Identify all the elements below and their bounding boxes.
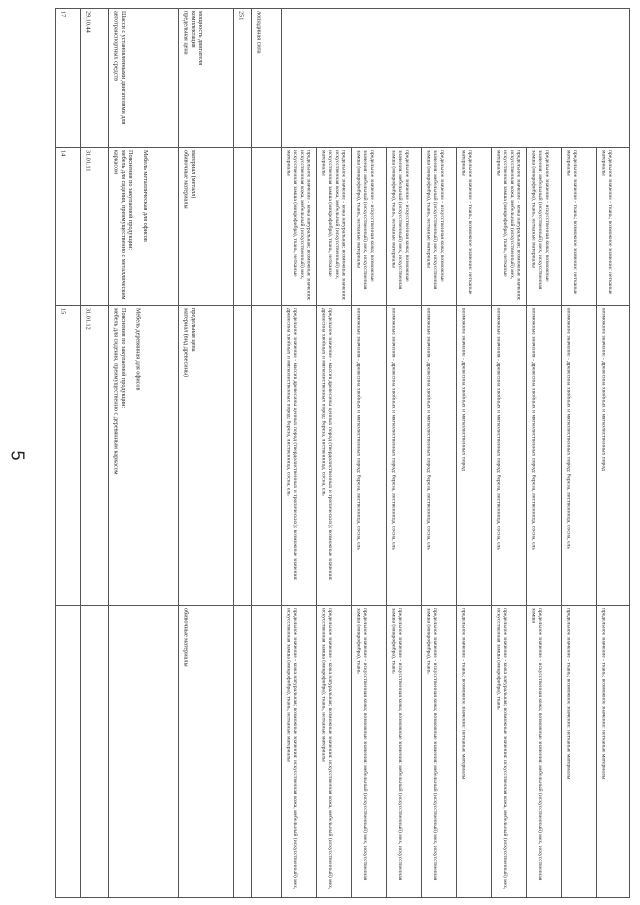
- limit-value: возможное значение - древесина хвойных и мягколиственных пород: [600, 308, 607, 471]
- limit-value: возможные значения - древесина хвойных и мягколиственных пород: береза, лиственница, сосна, ель: [495, 308, 502, 550]
- limit-value: предельное значение - кожа натуральная; возможные значения: искусственная кожа, мебельный (искусственный) мех, искусственная замша (микрофибра), ткань, нетканые материалы: [285, 150, 312, 301]
- okpd-code: 31.01.11: [84, 150, 92, 172]
- limit-value: предельное значение - искусственная кожа; возможные значения: мебельный (искусственный) мех, искусственная замша (микрофибра), ткань, нетканые материалы: [425, 150, 445, 290]
- limit-value: предельное значение - массив древесины ценных пород (твердолиственных и тропических); возможные значения: древесина хвойных и мягколиственных пород: береза, лиственница, сосна, ель: [285, 308, 299, 581]
- criterion: предельная цена материал (вид древесины): [182, 308, 197, 378]
- okpd-code: 29.10.44: [84, 11, 92, 33]
- limit-value: предельное значение - искусственная кожа; возможные значения: мебельный (искусственный) мех, искусственная замша (микрофибра), ткань: [355, 608, 369, 881]
- table-row: [56, 605, 629, 897]
- limit-value: предельное значение - массив древесины ценных пород (твердолиственных и тропических); возможные значения: древесина хвойных и мягколиственных пород: береза, лиственница, сосна, ель: [320, 308, 334, 581]
- limit-value: предельное значение - ткань; возможное значение: нетканые материалы: [600, 150, 614, 295]
- product-name: Мебель деревянная для офисов Пояснения по закупаемой продукции: мебель для сидения, преимущественно с деревянным каркасом: [112, 308, 142, 475]
- row-number: 14: [59, 150, 67, 157]
- limit-value: предельное значение - ткань; возможное значение: нетканые материалы: [600, 608, 607, 780]
- limit-value: предельное значение - кожа натуральная; возможные значения: искусственная кожа, мебельный (искусственный) мех, искусственная замша (микрофибра), ткань, нетканые материалы: [320, 150, 347, 301]
- limit-value: возможное значение - древесина хвойных и мягколиственных пород: [460, 308, 467, 471]
- row-number: 15: [59, 308, 67, 315]
- limit-value: предельное значение - ткань; возможное значение: нетканые материалы: [565, 150, 579, 295]
- criterion: мощность двигателя комплектация предельная цена: [182, 11, 205, 66]
- unit: лошадиная сила: [255, 11, 263, 54]
- limit-value: предельное значение - кожа натуральная; возможные значения: искусственная кожа, мебельный (искусственный) мех, искусственная замша (микрофибра), ткань, нетканые материалы: [320, 608, 334, 890]
- limit-value: возможные значения - древесина хвойных и мягколиственных пород: береза, лиственница, сосна, ель: [530, 308, 537, 550]
- limit-value: предельное значение - искусственная кожа; возможные значения: мебельный (искусственный) мех, искусственная замша (микрофибра), ткань, нетканые материалы: [530, 150, 550, 290]
- criterion: обивочные материалы: [182, 608, 190, 667]
- limit-value: возможные значения - древесина хвойных и мягколиственных пород: береза, лиственница, сосна, ель: [425, 308, 432, 550]
- limit-value: предельное значение - искусственная кожа; возможные значения: мебельный (искусственный) мех, искусственная замша (микрофибра), ткань, нетканые материалы: [355, 150, 375, 290]
- row-number: 17: [59, 11, 67, 18]
- limit-value: предельное значение - искусственная кожа; возможные значения: мебельный (искусственный) мех, искусственная замша: [530, 608, 544, 881]
- product-name: Мебель металлическая для офисов Пояснения по закупаемой продукции: мебель для сидения, преимущественно с металлическим каркасом: [112, 150, 150, 300]
- table-row: [56, 9, 629, 147]
- criterion: материал (металл) обивочные материалы: [182, 150, 197, 209]
- limit-value: предельное значение - искусственная кожа; возможные значения: мебельный (искусственный) мех, искусственная замша (микрофибра), ткань, нетканые материалы: [390, 150, 410, 290]
- limit-value: предельное значение - ткань; возможное значение: нетканые материалы: [565, 608, 572, 780]
- limit-value: предельное значение - ткань; возможное значение: нетканые материалы: [460, 150, 474, 295]
- limit-value: предельное значение - кожа натуральная; возможные значения: искусственная кожа, мебельный (искусственный) мех, искусственная замша (микрофибра), ткань, нетканые материалы: [285, 608, 299, 890]
- limit-value: предельное значение - искусственная кожа; возможные значения: мебельный (искусственный) мех, искусственная замша (микрофибра), ткань: [425, 608, 439, 881]
- limit-value: возможные значения - древесина хвойных и мягколиственных пород: береза, лиственница, сосна, ель: [390, 308, 397, 550]
- limit-value: предельное значение - кожа натуральная; возможные значения: искусственная кожа, мебельный (искусственный) мех, искусственная замша (микрофибра), ткань, нетканые материалы: [495, 150, 522, 301]
- product-name: Шасси с установленными двигателями для автотранспортных средств: [112, 11, 127, 125]
- value: 251: [237, 11, 245, 21]
- table-row: [56, 147, 629, 305]
- regulation-table: [55, 8, 630, 898]
- limit-value: предельное значение - искусственная кожа; возможные значения: мебельный (искусственный) мех, искусственная замша (микрофибра), ткань: [390, 608, 404, 881]
- limit-value: предельное значение - ткань; возможное значение: нетканые материалы: [460, 608, 467, 780]
- limit-value: возможные значения - древесина хвойных и мягколиственных пород: береза, лиственница, сосна, ель: [355, 308, 362, 550]
- limit-value: предельное значение - кожа натуральная; возможные значения: искусственная кожа, мебельный (искусственный) мех, искусственная замша (микрофибра), ткань: [495, 608, 509, 890]
- table-row: [56, 305, 629, 605]
- limit-value: возможное значение - древесина хвойных и мягколиственных пород: береза, лиственница, сосна, ель: [565, 308, 572, 549]
- page-number: 5: [7, 450, 28, 461]
- okpd-code: 31.01.12: [84, 308, 92, 330]
